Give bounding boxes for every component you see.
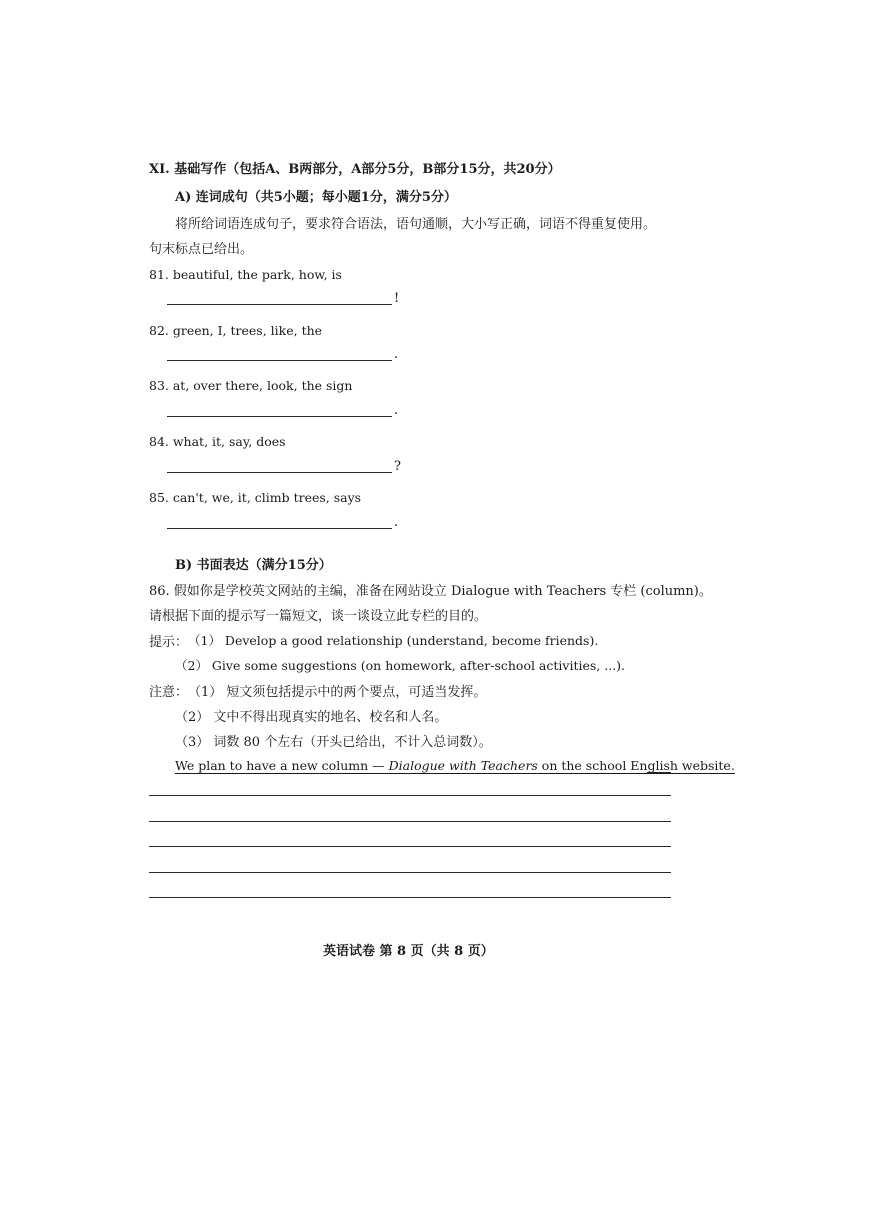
essay-opening-post: on the school English website. [537, 758, 735, 773]
essay-opening-line-tail [647, 772, 671, 773]
question-84-words: 84. what, it, say, does [149, 434, 286, 449]
note-2: （2） 文中不得出现真实的地名、校名和人名。 [175, 710, 448, 725]
essay-opening-column-name: Dialogue with Teachers [388, 758, 538, 773]
answer-84-blank[interactable] [167, 472, 392, 473]
essay-writing-line-4[interactable] [149, 872, 671, 873]
hint-1: （1） Develop a good relationship (understand, become friends). [188, 633, 599, 648]
part-b-prompt-line2: 请根据下面的提示写一篇短文，谈一谈设立此专栏的目的。 [149, 609, 488, 624]
question-82-words: 82. green, I, trees, like, the [149, 323, 323, 338]
answer-82-blank[interactable] [167, 360, 392, 361]
essay-opening-pre: We plan to have a new column — [175, 758, 389, 773]
answer-85-punct: . [394, 515, 399, 530]
essay-writing-line-3[interactable] [149, 846, 671, 847]
answer-83-blank[interactable] [167, 416, 392, 417]
answer-85-blank[interactable] [167, 528, 392, 529]
section-heading: XI. 基础写作（包括A、B两部分，A部分5分，B部分15分，共20分） [149, 162, 561, 177]
hint-2: （2） Give some suggestions (on homework, after-school activities, ...). [175, 658, 626, 673]
notes-label: 注意： [149, 685, 189, 700]
answer-81-punct: ! [394, 291, 400, 306]
question-83-words: 83. at, over there, look, the sign [149, 378, 353, 393]
part-b-title: B) 书面表达（满分15分） [175, 558, 332, 573]
essay-writing-line-5[interactable] [149, 897, 671, 898]
answer-82-punct: . [394, 347, 399, 362]
question-85-words: 85. can't, we, it, climb trees, says [149, 490, 362, 505]
question-81-words: 81. beautiful, the park, how, is [149, 267, 342, 282]
answer-83-punct: . [394, 403, 399, 418]
answer-84-punct: ? [394, 459, 401, 474]
note-1: （1） 短文须包括提示中的两个要点，可适当发挥。 [188, 685, 487, 700]
answer-81-blank[interactable] [167, 304, 392, 305]
part-b-prompt-line1: 86. 假如你是学校英文网站的主编，准备在网站设立 Dialogue with Teachers 专栏 (column)。 [149, 584, 712, 599]
note-3: （3） 词数 80 个左右（开头已给出，不计入总词数）。 [175, 735, 492, 750]
essay-writing-line-1[interactable] [149, 795, 671, 796]
essay-opening-sentence [175, 758, 735, 773]
hints-label: 提示： [149, 635, 189, 650]
part-a-instruction-line2: 句末标点已给出。 [149, 242, 254, 257]
part-a-title: A) 连词成句（共5小题；每小题1分，满分5分） [175, 190, 457, 205]
part-a-instruction-line1: 将所给词语连成句子，要求符合语法，语句通顺，大小写正确，词语不得重复使用。 [175, 217, 657, 232]
page-footer: 英语试卷 第 8 页（共 8 页） [323, 944, 494, 959]
essay-writing-line-2[interactable] [149, 821, 671, 822]
